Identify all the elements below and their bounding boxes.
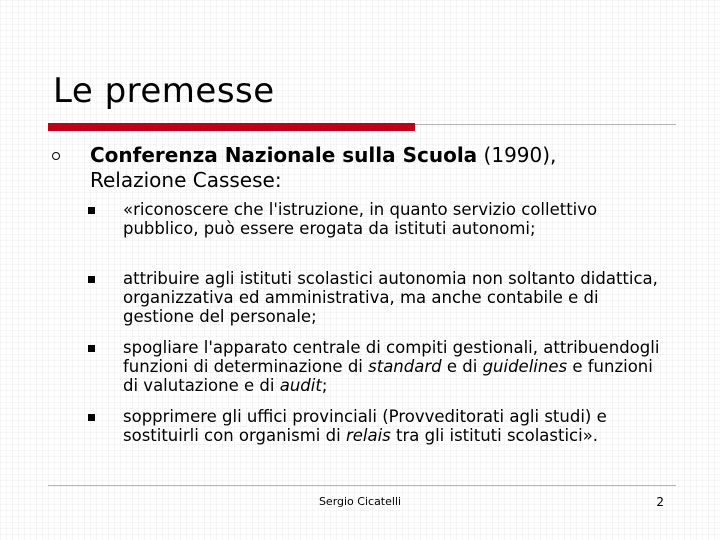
footer-divider [48, 485, 676, 486]
square-bullet-icon [88, 345, 95, 352]
sub-point-2 [123, 269, 668, 326]
text-run: sopprimere gli uffici provinciali (Provveditorati agli studi) e sostituirli con organismi di [123, 407, 607, 445]
italic-term: guidelines [482, 357, 568, 376]
sub-point-1 [123, 200, 668, 238]
title-accent-bar [48, 123, 415, 131]
text-run: e di [441, 357, 483, 376]
main-point-year: (1990), [477, 143, 557, 167]
text-run: ; [321, 376, 328, 395]
hollow-circle-bullet-icon [52, 152, 60, 160]
text-run: «riconoscere che l'istruzione, in quanto servizio collettivo pubblico, può essere erogata da istituti autonomi; [123, 200, 598, 238]
text-run: e funzioni di valutazione e di [123, 357, 653, 395]
sub-point-4 [123, 407, 668, 445]
text-run: attribuire agli istituti scolastici autonomia non soltanto didattica, organizzativa ed amministrativa, ma anche contabile e di gestione del personale; [123, 269, 658, 326]
italic-term: audit [279, 376, 322, 395]
text-run: spogliare l'apparato centrale di compiti gestionali, attribuendogli funzioni di determinazione di [123, 338, 660, 376]
main-point-heading: Conferenza Nazionale sulla Scuola [90, 143, 478, 167]
footer-author: Sergio Cicatelli [318, 495, 402, 508]
main-point-source: Relazione Cassese: [90, 168, 282, 192]
sub-point-3 [123, 338, 668, 395]
slide-title: Le premesse [53, 71, 275, 111]
square-bullet-icon [88, 276, 95, 283]
square-bullet-icon [88, 207, 95, 214]
text-run: tra gli istituti scolastici». [390, 426, 599, 445]
square-bullet-icon [88, 414, 95, 421]
page-number: 2 [656, 495, 664, 509]
italic-term: standard [368, 357, 442, 376]
main-point [90, 143, 690, 193]
italic-term: relais [345, 426, 391, 445]
